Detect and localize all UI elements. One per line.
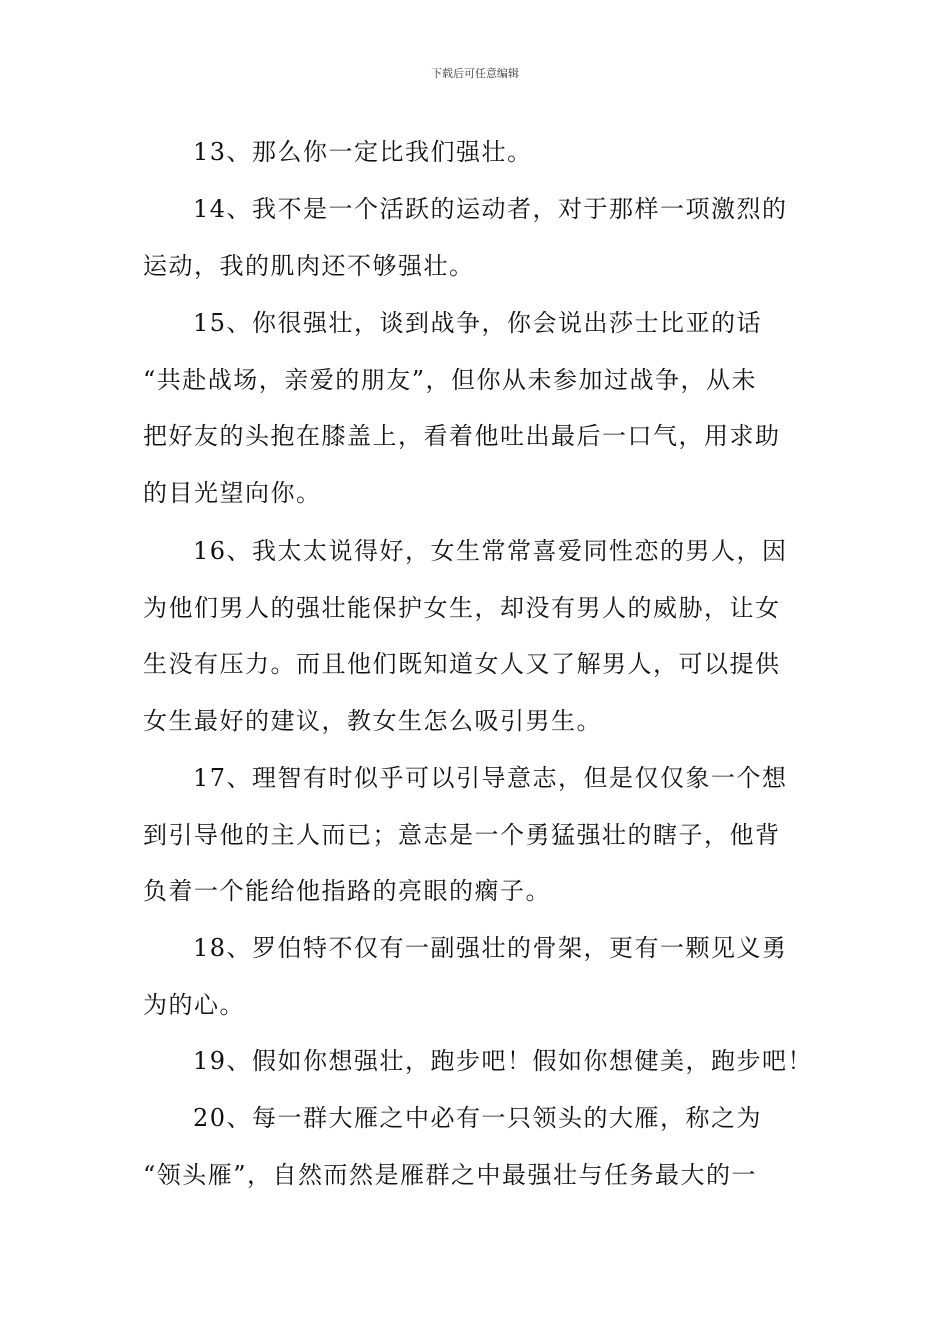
- paragraph-17: [143, 750, 807, 920]
- text-line: 16、我太太说得好，女生常常喜爱同性恋的男人，因: [193, 537, 788, 565]
- paragraph-16: [143, 523, 807, 750]
- page-header-note: 下载后可任意编辑: [431, 67, 519, 80]
- paragraph-14: [143, 181, 807, 294]
- text-line: 13、那么你一定比我们强壮。: [193, 138, 533, 166]
- text-line: 到引导他的主人而已；意志是一个勇猛强壮的瞎子，他背: [143, 820, 781, 849]
- paragraph-20: [143, 1090, 807, 1203]
- text-line: 生没有压力。而且他们既知道女人又了解男人，可以提供: [143, 650, 781, 679]
- text-line: 15、你很强壮，谈到战争，你会说出莎士比亚的话: [193, 309, 763, 337]
- text-line: “共赴战场，亲爱的朋友”，但你从未参加过战争，从未: [143, 365, 758, 394]
- text-line: 把好友的头抱在膝盖上，看着他吐出最后一口气，用求助: [143, 422, 781, 451]
- text-line: “领头雁”，自然而然是雁群之中最强壮与任务最大的一: [143, 1160, 758, 1189]
- text-line: 女生最好的建议，教女生怎么吸引男生。: [143, 707, 602, 736]
- text-line: 19、假如你想强壮，跑步吧！假如你想健美，跑步吧！: [193, 1047, 814, 1075]
- text-line: 负着一个能给他指路的亮眼的瘸子。: [143, 877, 551, 906]
- paragraph-15: [143, 295, 807, 522]
- text-line: 14、我不是一个活跃的运动者，对于那样一项激烈的: [193, 195, 788, 223]
- paragraph-13: [143, 124, 807, 181]
- paragraph-18: [143, 920, 807, 1033]
- paragraph-19: [143, 1033, 814, 1090]
- text-line: 的目光望向你。: [143, 479, 322, 508]
- text-line: 20、每一群大雁之中必有一只领头的大雁，称之为: [193, 1104, 763, 1132]
- text-line: 运动，我的肌肉还不够强壮。: [143, 251, 475, 280]
- text-line: 为他们男人的强壮能保护女生，却没有男人的威胁，让女: [143, 593, 781, 622]
- text-line: 18、罗伯特不仅有一副强壮的骨架，更有一颗见义勇: [193, 934, 788, 962]
- text-line: 17、理智有时似乎可以引导意志，但是仅仅象一个想: [193, 764, 788, 792]
- text-line: 为的心。: [143, 990, 245, 1019]
